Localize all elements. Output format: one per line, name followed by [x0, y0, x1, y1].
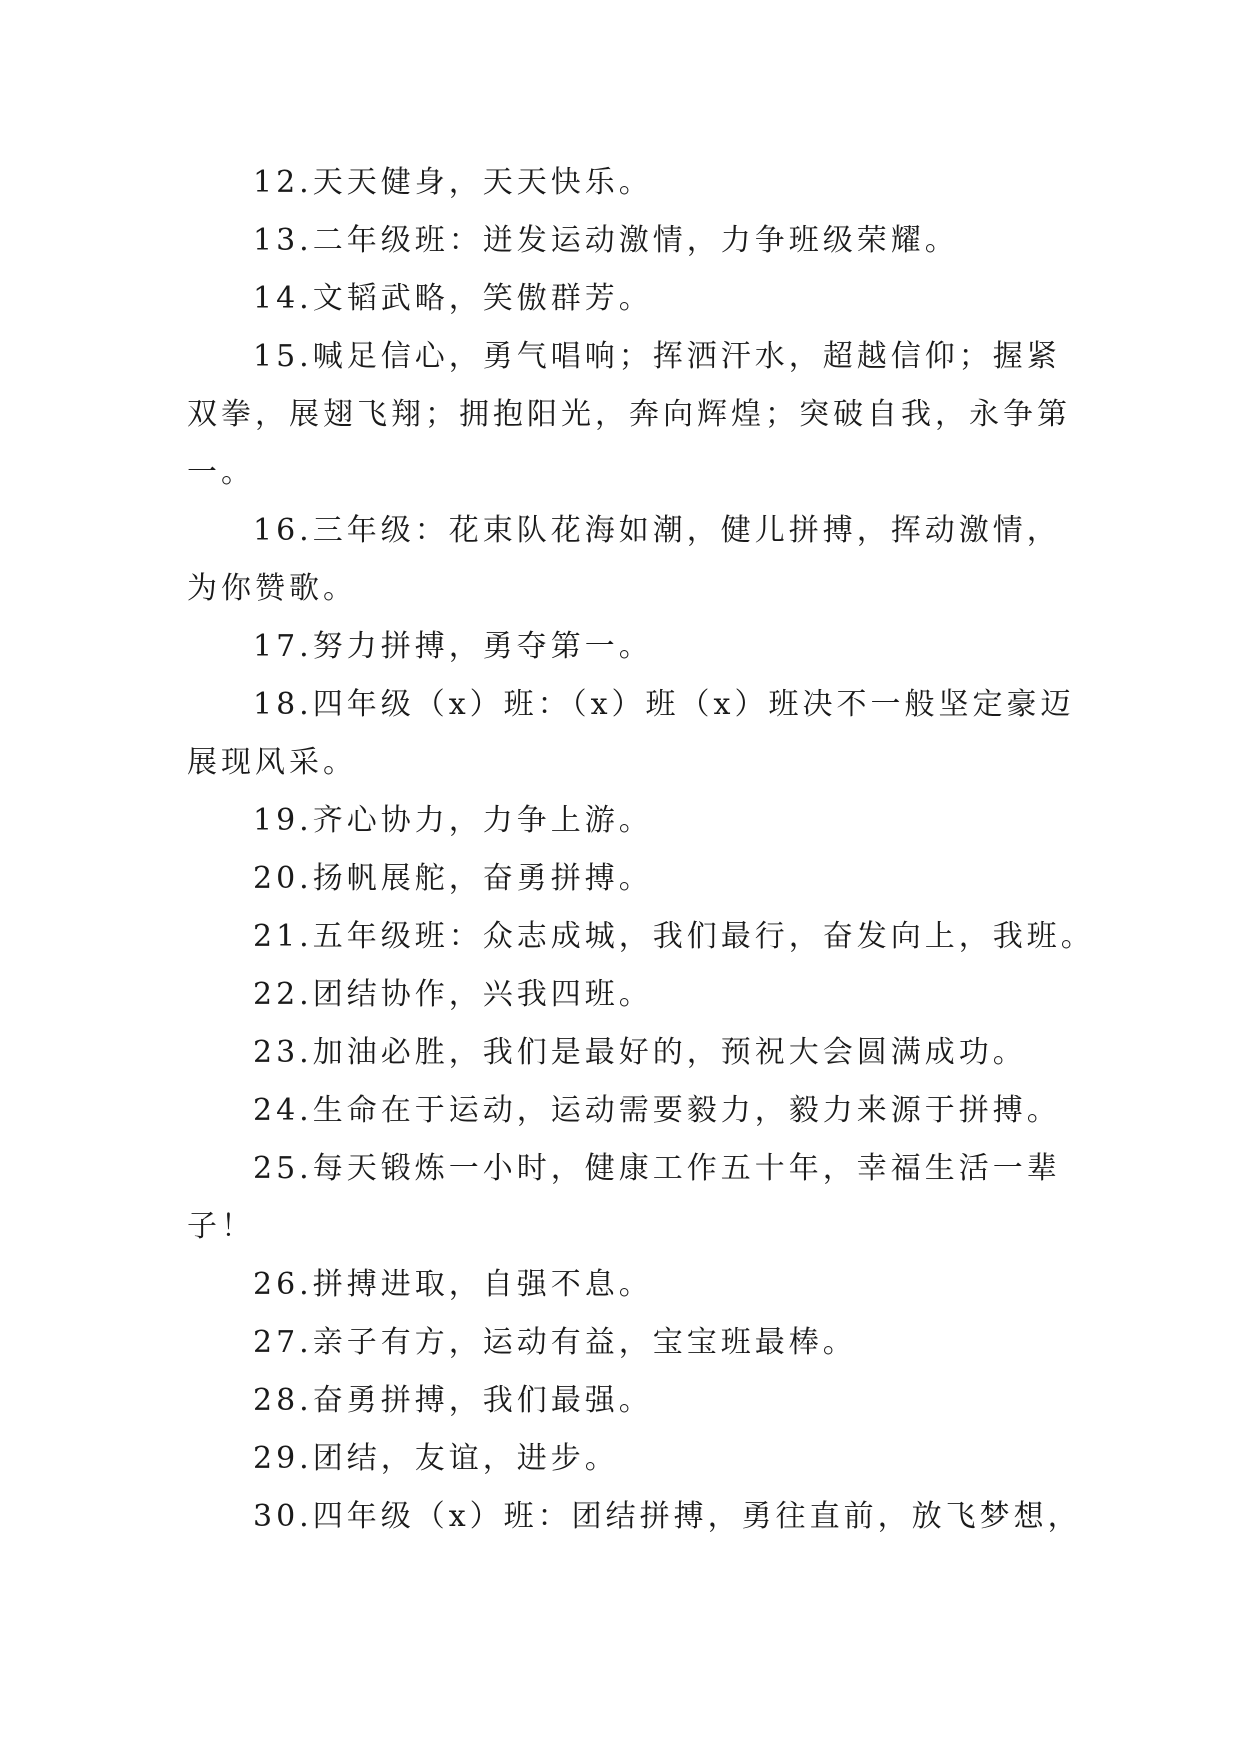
- text-line: 22.团结协作，兴我四班。: [253, 977, 653, 1012]
- text-line: 23.加油必胜，我们是最好的，预祝大会圆满成功。: [253, 1035, 1027, 1070]
- text-line: 20.扬帆展舵，奋勇拼搏。: [253, 861, 653, 896]
- text-line: 14.文韬武略，笑傲群芳。: [253, 281, 653, 316]
- text-line: 子！: [187, 1209, 255, 1244]
- text-line: 29.团结，友谊，进步。: [253, 1441, 619, 1476]
- text-line: 25.每天锻炼一小时，健康工作五十年，幸福生活一辈: [253, 1151, 1061, 1186]
- text-line: 27.亲子有方，运动有益，宝宝班最棒。: [253, 1325, 857, 1360]
- text-line: 30.四年级（x）班：团结拼搏，勇往直前，放飞梦想，: [253, 1499, 1082, 1534]
- text-line: 28.奋勇拼搏，我们最强。: [253, 1383, 653, 1418]
- text-line: 双拳，展翅飞翔；拥抱阳光，奔向辉煌；突破自我，永争第: [187, 397, 1071, 432]
- text-line: 为你赞歌。: [187, 571, 357, 606]
- text-line: 21.五年级班：众志成城，我们最行，奋发向上，我班。: [253, 919, 1095, 954]
- text-line: 12.天天健身，天天快乐。: [253, 165, 653, 200]
- text-line: 26.拼搏进取，自强不息。: [253, 1267, 653, 1302]
- text-line: 19.齐心协力，力争上游。: [253, 803, 653, 838]
- text-line: 15.喊足信心，勇气唱响；挥洒汗水，超越信仰；握紧: [253, 339, 1061, 374]
- text-line: 18.四年级（x）班：（x）班（x）班决不一般坚定豪迈: [253, 687, 1075, 722]
- text-line: 16.三年级：花束队花海如潮，健儿拼搏，挥动激情，: [253, 513, 1061, 548]
- text-line: 一。: [187, 455, 255, 490]
- text-line: 24.生命在于运动，运动需要毅力，毅力来源于拼搏。: [253, 1093, 1061, 1128]
- text-line: 17.努力拼搏，勇夺第一。: [253, 629, 653, 664]
- text-line: 13.二年级班：迸发运动激情，力争班级荣耀。: [253, 223, 959, 258]
- text-line: 展现风采。: [187, 745, 357, 780]
